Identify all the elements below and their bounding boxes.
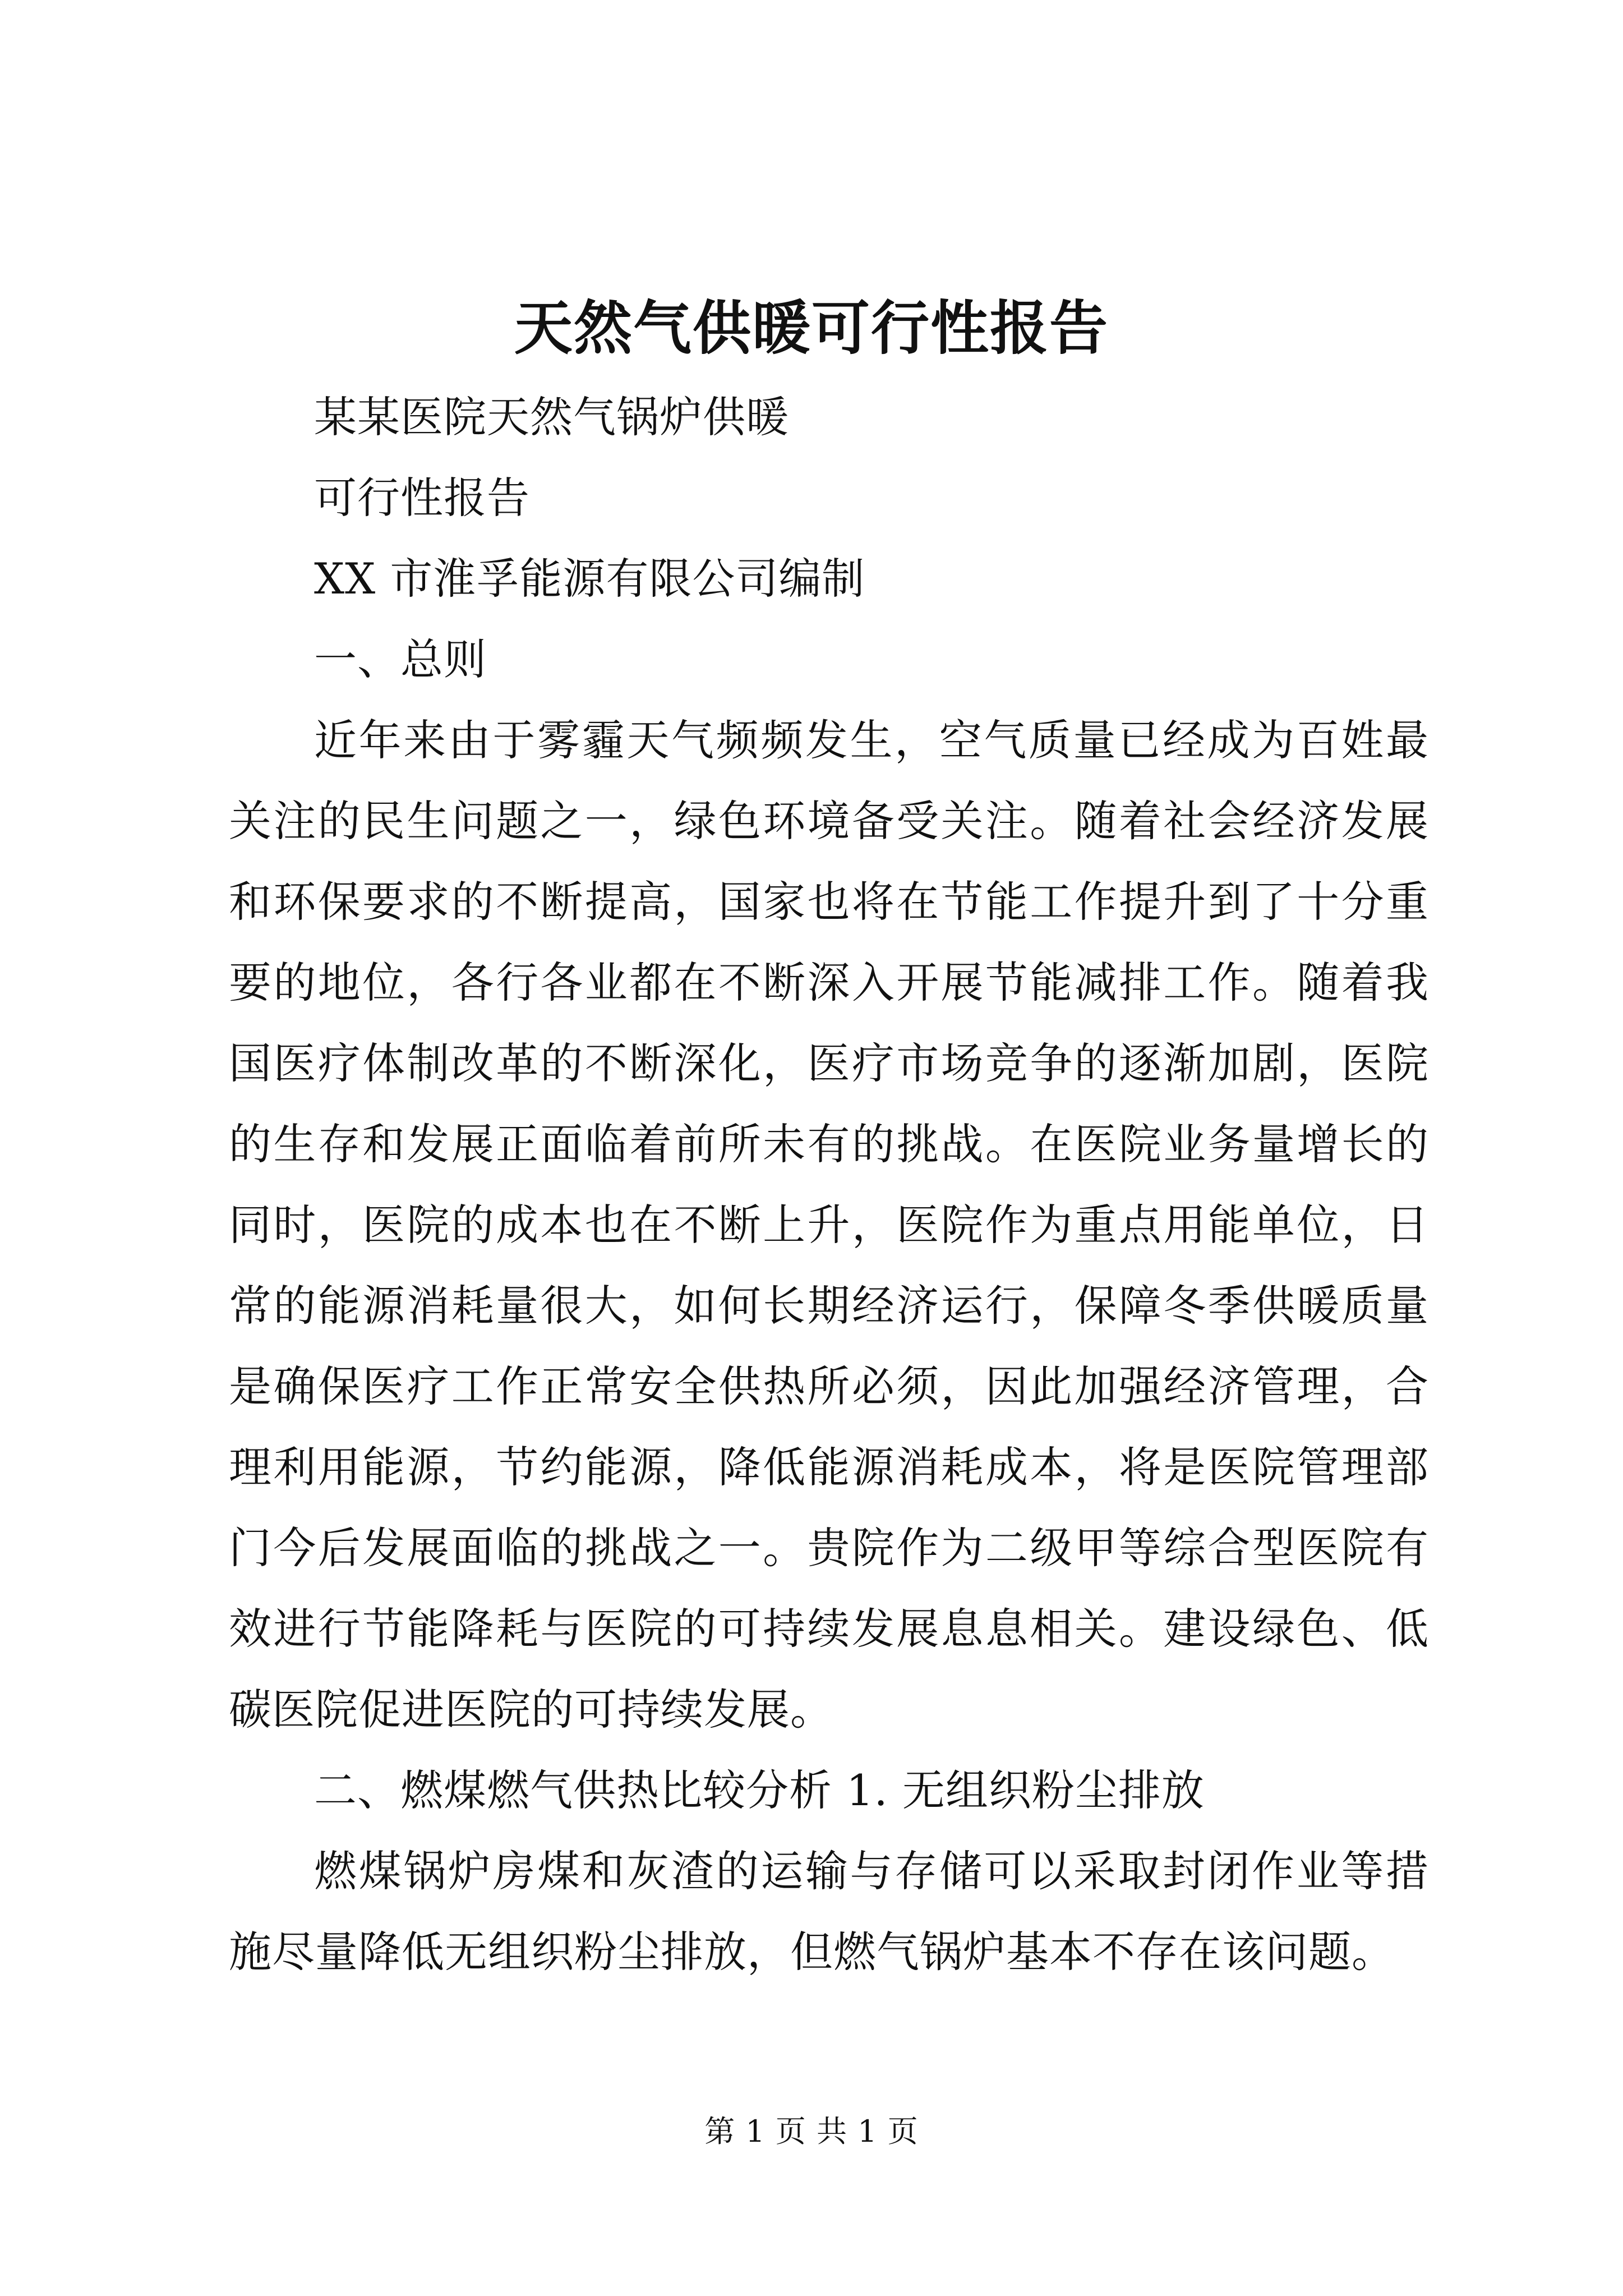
page-footer: 第 1 页 共 1 页: [704, 2114, 919, 2149]
author-line: XX 市淮孚能源有限公司编制: [314, 554, 865, 604]
section-heading-general: 一、总则: [314, 634, 487, 684]
body-paragraph-intro: 近年来由于雾霾天气频频发生，空气质量已经成为百姓最关注的民生问题之一，绿色环境备受关注。随着社会经济发展和环保要求的不断提高，国家也将在节能工作提升到了十分重要的地位，各行各业都在不断深入开展节能减排工作。随着我国医疗体制改革的不断深化，医疗市场竞争的逐渐加剧，医院的生存和发展正面临着前所未有的挑战。在医院业务量增长的同时，医院的成本也在不断上升，医院作为重点用能单位，日常的能源消耗量很大，如何长期经济运行，保障冬季供暖质量是确保医疗工作正常安全供热所必须，因此加强经济管理，合理利用能源，节约能源，降低能源消耗成本，将是医院管理部门今后发展面临的挑战之一。贵院作为二级甲等综合型医院有效进行节能降耗与医院的可持续发展息息相关。建设绿色、低碳医院促进医院的可持续发展。: [229, 715, 1429, 1734]
subtitle-line-1: 某某医院天然气锅炉供暖: [314, 392, 789, 442]
section-heading-comparison: 二、燃煤燃气供热比较分析 1. 无组织粉尘排放: [314, 1765, 1205, 1815]
subtitle-line-2: 可行性报告: [314, 473, 530, 523]
document-title: 天然气供暖可行性报告: [514, 293, 1109, 362]
document-body: [229, 377, 1429, 1993]
body-paragraph-dust: 燃煤锅炉房煤和灰渣的运输与存储可以采取封闭作业等措施尽量降低无组织粉尘排放，但燃气锅炉基本不存在该问题。: [229, 1846, 1429, 1977]
